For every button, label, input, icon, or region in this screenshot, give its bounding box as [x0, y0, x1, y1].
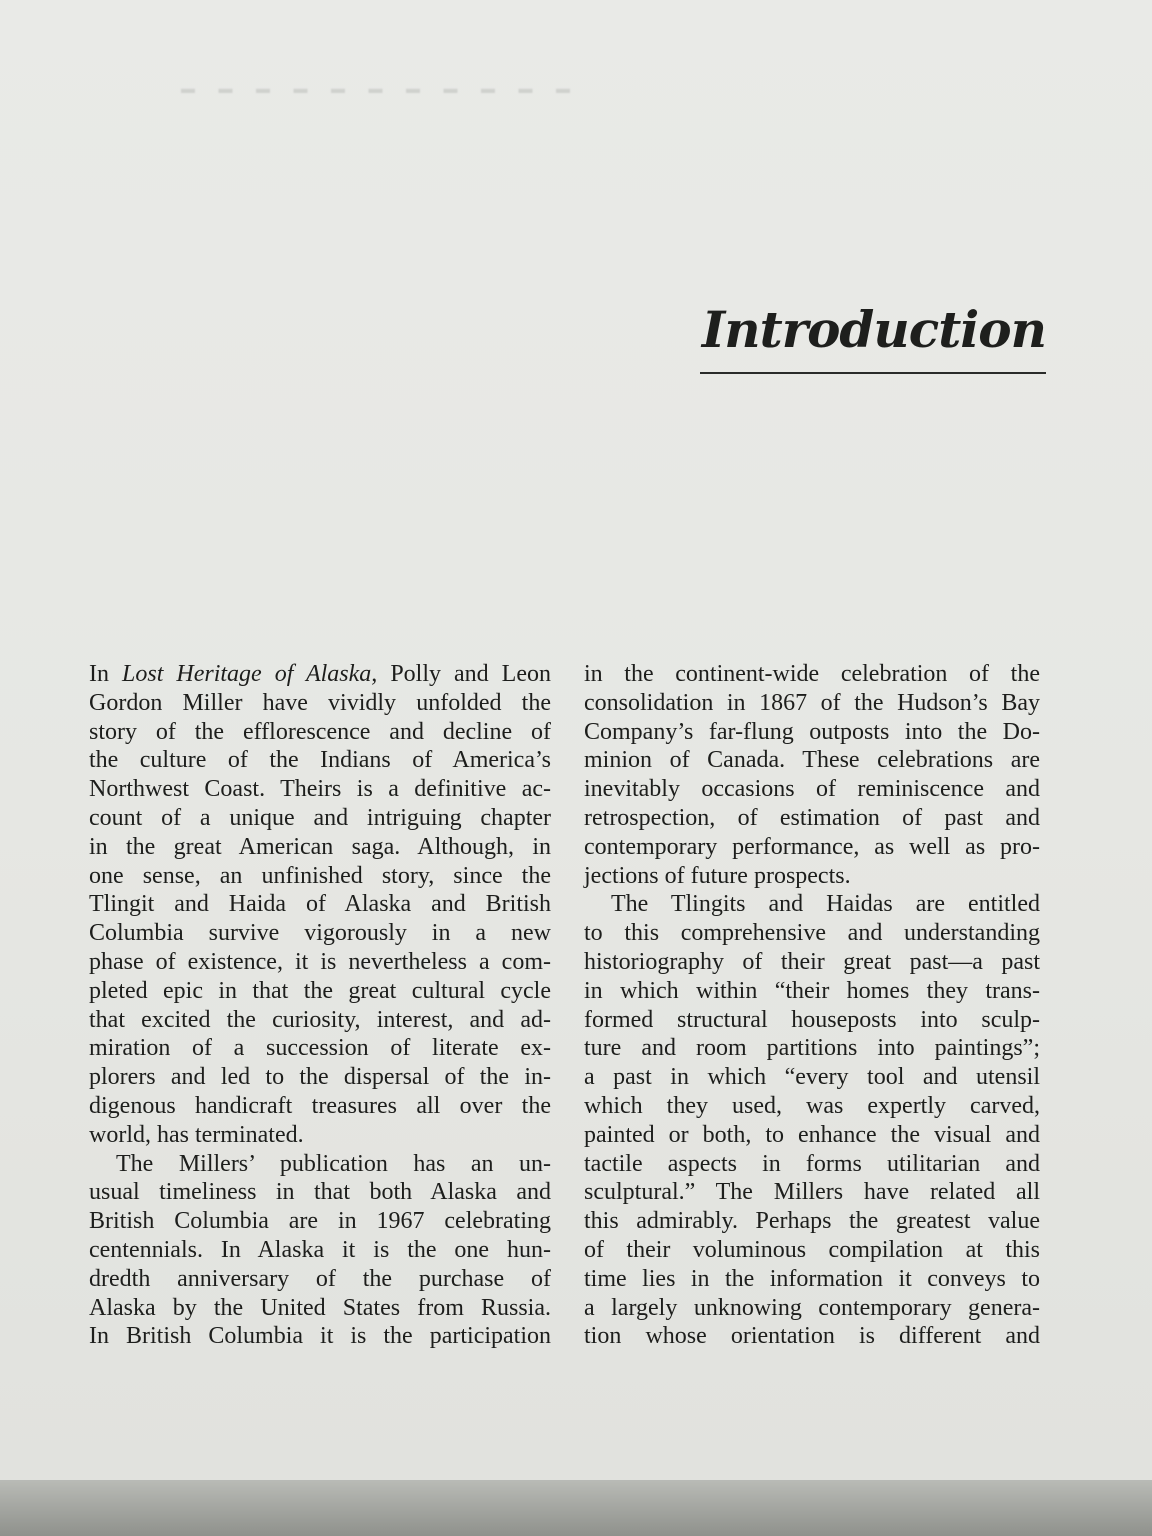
- text-line: painted or both, to enhance the visual and: [584, 1121, 1040, 1148]
- book-title: Lost Heritage of Alaska,: [122, 661, 378, 687]
- text-line: of their voluminous compilation at this: [584, 1236, 1040, 1263]
- title-underline: [700, 372, 1046, 374]
- text-line: jections of future prospects.: [584, 862, 851, 889]
- text-line: to this comprehensive and understanding: [584, 920, 1040, 947]
- text-line: story of the efflorescence and decline of: [89, 718, 551, 745]
- text-line: a largely unknowing contemporary genera-: [584, 1294, 1040, 1321]
- text-line: British Columbia are in 1967 celebrating: [89, 1208, 551, 1235]
- text-line: Columbia survive vigorously in a new: [89, 920, 551, 947]
- text-line: sculptural.” The Millers have related all: [584, 1179, 1040, 1206]
- text-line: The Tlingits and Haidas are entitled: [611, 891, 1040, 918]
- text-line: consolidation in 1867 of the Hudson’s Bay: [584, 689, 1040, 716]
- text-line: in the great American saga. Although, in: [89, 833, 551, 860]
- text-line: in the continent-wide celebration of the: [584, 661, 1040, 687]
- text-line: one sense, an unfinished story, since the: [89, 862, 551, 889]
- text-line: ture and room partitions into paintings”;: [584, 1035, 1040, 1062]
- text-line: pleted epic in that the great cultural cycle: [89, 977, 551, 1004]
- text-line: retrospection, of estimation of past and: [584, 804, 1040, 831]
- text-line: world, has terminated.: [89, 1121, 304, 1148]
- text-line: Tlingit and Haida of Alaska and British: [89, 891, 551, 918]
- text-line: that excited the curiosity, interest, and ad-: [89, 1006, 551, 1033]
- text-line: centennials. In Alaska it is the one hun-: [89, 1236, 551, 1263]
- text-line: count of a unique and intriguing chapter: [89, 804, 551, 831]
- text-line: which they used, was expertly carved,: [584, 1092, 1040, 1119]
- text-line: Gordon Miller have vividly unfolded the: [89, 689, 551, 716]
- left-column: [89, 660, 551, 1351]
- text-line: a past in which “every tool and utensil: [584, 1064, 1040, 1091]
- text-line: In British Columbia it is the participation: [89, 1323, 551, 1350]
- text-line: miration of a succession of literate ex-: [89, 1035, 551, 1062]
- text-line: Alaska by the United States from Russia.: [89, 1294, 551, 1321]
- text-line: time lies in the information it conveys to: [584, 1265, 1040, 1292]
- text-line: Northwest Coast. Theirs is a definitive ac-: [89, 776, 551, 803]
- text-line: In Lost Heritage of Alaska, Polly and Leon: [89, 661, 551, 687]
- text-line: contemporary performance, as well as pro-: [584, 833, 1040, 860]
- text-line: inevitably occasions of reminiscence and: [584, 776, 1040, 803]
- page-edge-shadow: [0, 1480, 1152, 1536]
- text-line: dredth anniversary of the purchase of: [89, 1265, 551, 1292]
- text-line: The Millers’ publication has an un-: [116, 1150, 551, 1177]
- text-line: this admirably. Perhaps the greatest value: [584, 1208, 1040, 1235]
- text-line: phase of existence, it is nevertheless a com-: [89, 948, 551, 975]
- text-line: tactile aspects in forms utilitarian and: [584, 1150, 1040, 1177]
- show-through-header: ▬ ▬ ▬ ▬ ▬ ▬ ▬ ▬ ▬ ▬ ▬: [171, 82, 570, 97]
- text-line: formed structural houseposts into sculp-: [584, 1006, 1040, 1033]
- page-title: Introduction: [701, 300, 1046, 359]
- text-line: in which within “their homes they trans-: [584, 977, 1040, 1004]
- text-line: minion of Canada. These celebrations are: [584, 747, 1040, 774]
- right-column: [584, 660, 1040, 1351]
- text-line: Company’s far-flung outposts into the Do-: [584, 718, 1040, 745]
- text-line: tion whose orientation is different and: [584, 1323, 1040, 1350]
- text-line: digenous handicraft treasures all over the: [89, 1092, 551, 1119]
- text-line: historiography of their great past—a past: [584, 948, 1040, 975]
- text-line: usual timeliness in that both Alaska and: [89, 1179, 551, 1206]
- text-line: the culture of the Indians of America’s: [89, 747, 551, 774]
- text-line: plorers and led to the dispersal of the in-: [89, 1064, 551, 1091]
